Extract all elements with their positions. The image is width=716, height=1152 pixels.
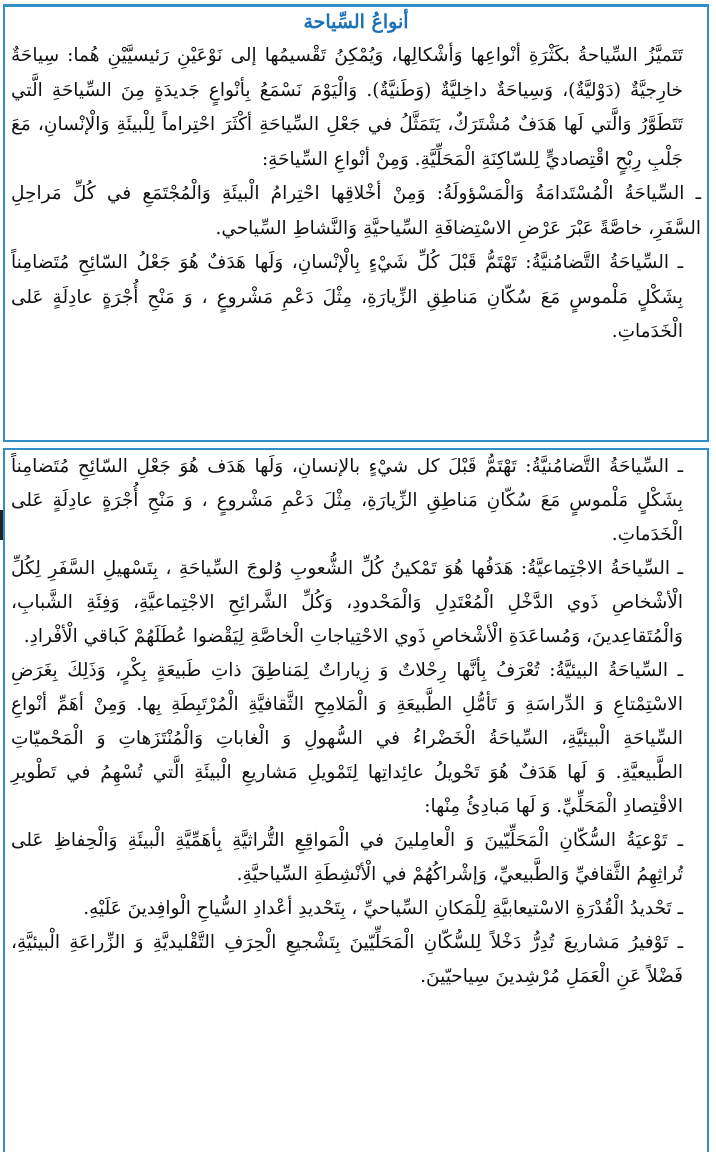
intro-paragraph: تَتَميَّزُ السِّياحةُ بكَثْرَةِ أنْواعِها وَأشْكالِها، وَيُمْكِنُ تَقْسيمُها إلى نَوْعَيْنِ رَئيسيَّيْنِ هُما: سِياحَةٌ خارِجيَّةٌ (دَوْليَّةٌ)، وَسِياحَةٌ داخِليَّةٌ (وَطَنيَّةٌ). وَالْيَوْمَ نَسْمَعُ بِأنْواعٍ جَديدَةٍ مِنَ السِّياحَةِ الَّتي تَتَطَوَّرُ وَالَّتي لَها هَدَفٌ مُشْتَرَكٌ، يَتَمَثَّلُ في جَعْلِ السِّياحَةِ أكْثَرَ احْتِراماً لِلْبيئَةِ وَالْإنْسانِ، مَعَ جَلْبِ رِبْحٍ اقْتِصاديٍّ لِلسّاكِنَةِ الْمَحَلِّيَّةِ. وَمِنْ أنْواعِ السِّياحَةِ:: [11, 45, 683, 170]
text-panel-bottom: [3, 448, 709, 1152]
principle-capacity: ـ تَحْديدُ الْقُدْرَةِ الاسْتيعابيَّةِ لِلْمَكانِ السِّياحيِّ ، بِتَحْديدِ أعْدادِ السُّياحِ الْوافِدينَ عَلَيْهِ.: [83, 898, 683, 919]
text-panel-top: [3, 4, 709, 442]
paragraph-sustainable-tourism: ـ السِّياحَةُ الْمُسْتَدامَةُ وَالْمَسْؤولَةُ: وَمِنْ أخْلاقِها احْتِرامُ الْبيئَةِ وَالْمُجْتَمَعِ في كُلِّ مَراحِلِ السَّفَرِ، خاصَّةً عَبْرَ عَرْضِ الاسْتِضافَةِ السِّياحيَّةِ وَالنَّشاطِ السِّياحي.: [11, 183, 701, 239]
paragraph-solidarity-tourism-repeat: ـ السِّياحَةُ التَّضامُنيَّةُ: تَهْتَمُّ قَبْلَ كل شيْءٍ بالإنسانِ، وَلَها هَدَف هُوَ جَعْلِ السّائِحِ مُتَضامِناً بِشَكْلٍ مَلْموسٍ مَعَ سُكّانِ مَناطِقِ الزِّيارَةِ، مِثْلَ دَعْمِ مَشْروعٍ ، وَ مَنْحِ أُجْرَةٍ عادِلَةٍ عَلى الْخَدَماتِ.: [11, 456, 683, 545]
principle-awareness: ـ تَوْعيَةُ السُّكّانِ الْمَحَلِّيّينَ وَ الْعامِلينَ في الْمَواقِعِ التُّراثيَّةِ بِأهَمِّيَّةِ الْبيئَةِ وَالْحِفاظِ عَلى تُراثِهِمُ الثَّقافيِّ وَالطَّبيعيِّ، وَإشْراكُهُمْ في الْأنْشِطَةِ السِّياحيَّةِ.: [11, 830, 683, 885]
paragraph-solidarity-tourism: ـ السِّياحَةُ التَّضامُنيَّةُ: تَهْتَمُّ قَبْلَ كُلِّ شَيْءٍ بِالْإنْسانِ، وَلَها هَدَفٌ هُوَ جَعْلُ السّائِحِ مُتَضامِناً بِشَكْلٍ مَلْموسٍ مَعَ سُكّانِ مَناطِقِ الزِّيارَةِ، مِثْلَ دَعْمِ مَشْروعٍ ، وَ مَنْحِ أُجْرَةٍ عادِلَةٍ عَلى الْخَدَماتِ.: [11, 252, 683, 342]
paragraph-eco-tourism: ـ السِّياحَةُ البيئيَّةُ: تُعْرَفُ بِأنَّها رِحْلاتٌ وَ زِياراتٌ لِمَناطِقَ ذاتِ طَبيعَةٍ بِكْرٍ، وَذَلِكَ بِغَرَضِ الاسْتِمْتاعِ وَ الدِّراسَةِ وَ تَأمُّلِ الطَّبيعَةِ وَ الْمَلامِحِ الثَّقافيَّةِ الْمُرْتَبِطَةِ بِها. وَمِنْ أهَمِّ أنْواعِ السِّياحَةِ الْبيئيَّةِ، السِّياحَةُ الْخَضْراءُ في السُّهولِ وَ الْغاباتِ وَالْمُنْتَزَهاتِ وَ الْمَحْميّاتِ الطَّبيعيَّةِ. وَ لَها هَدَفٌ هُوَ تَحْويلُ عائِداتِها لِتَمْويلِ مَشاريعِ الْبيئَةِ الَّتي تُسْهِمُ في تَطْويرِ الاقْتِصادِ الْمَحَلِّيِّ. وَ لَها مَبادِئُ مِنْها:: [11, 660, 683, 817]
section-title: أنواعُ السِّياحة: [303, 11, 409, 33]
principle-income-projects: ـ تَوْفيرُ مَشاريعَ تُدِرُّ دَخْلاً لِلسُّكّانِ الْمَحَلِّيّينَ بِتَشْجيعِ الْحِرَفِ التَّقْليديَّةِ وَ الزِّراعَةِ الْبيئيَّةِ، فَضْلاً عَنِ الْعَمَلِ مُرْشِدينَ سِياحيّينَ.: [11, 932, 683, 987]
paragraph-social-tourism: ـ السِّياحَةُ الاجْتِماعيَّةُ: هَدَفُها هُوَ تَمْكينُ كُلِّ الشُّعوبِ وُلوجَ السِّياحَةِ ، بِتَسْهيلِ السَّفَرِ لِكُلِّ الْأشْخاصِ ذَوي الدَّخْلِ الْمُعْتَدِلِ وَالْمَحْدودِ، وَكُلِّ الشَّرائِحِ الاجْتِماعيَّةِ، وَفِئَةِ الشَّبابِ، وَالْمُتَقاعِدينَ، وَمُساعَدَةِ الْأشْخاصِ ذَوي الاحْتِياجاتِ الْخاصَّةِ لِيَقْضوا عُطَلَهُمْ كَباقي الْأفْرادِ.: [11, 558, 683, 647]
